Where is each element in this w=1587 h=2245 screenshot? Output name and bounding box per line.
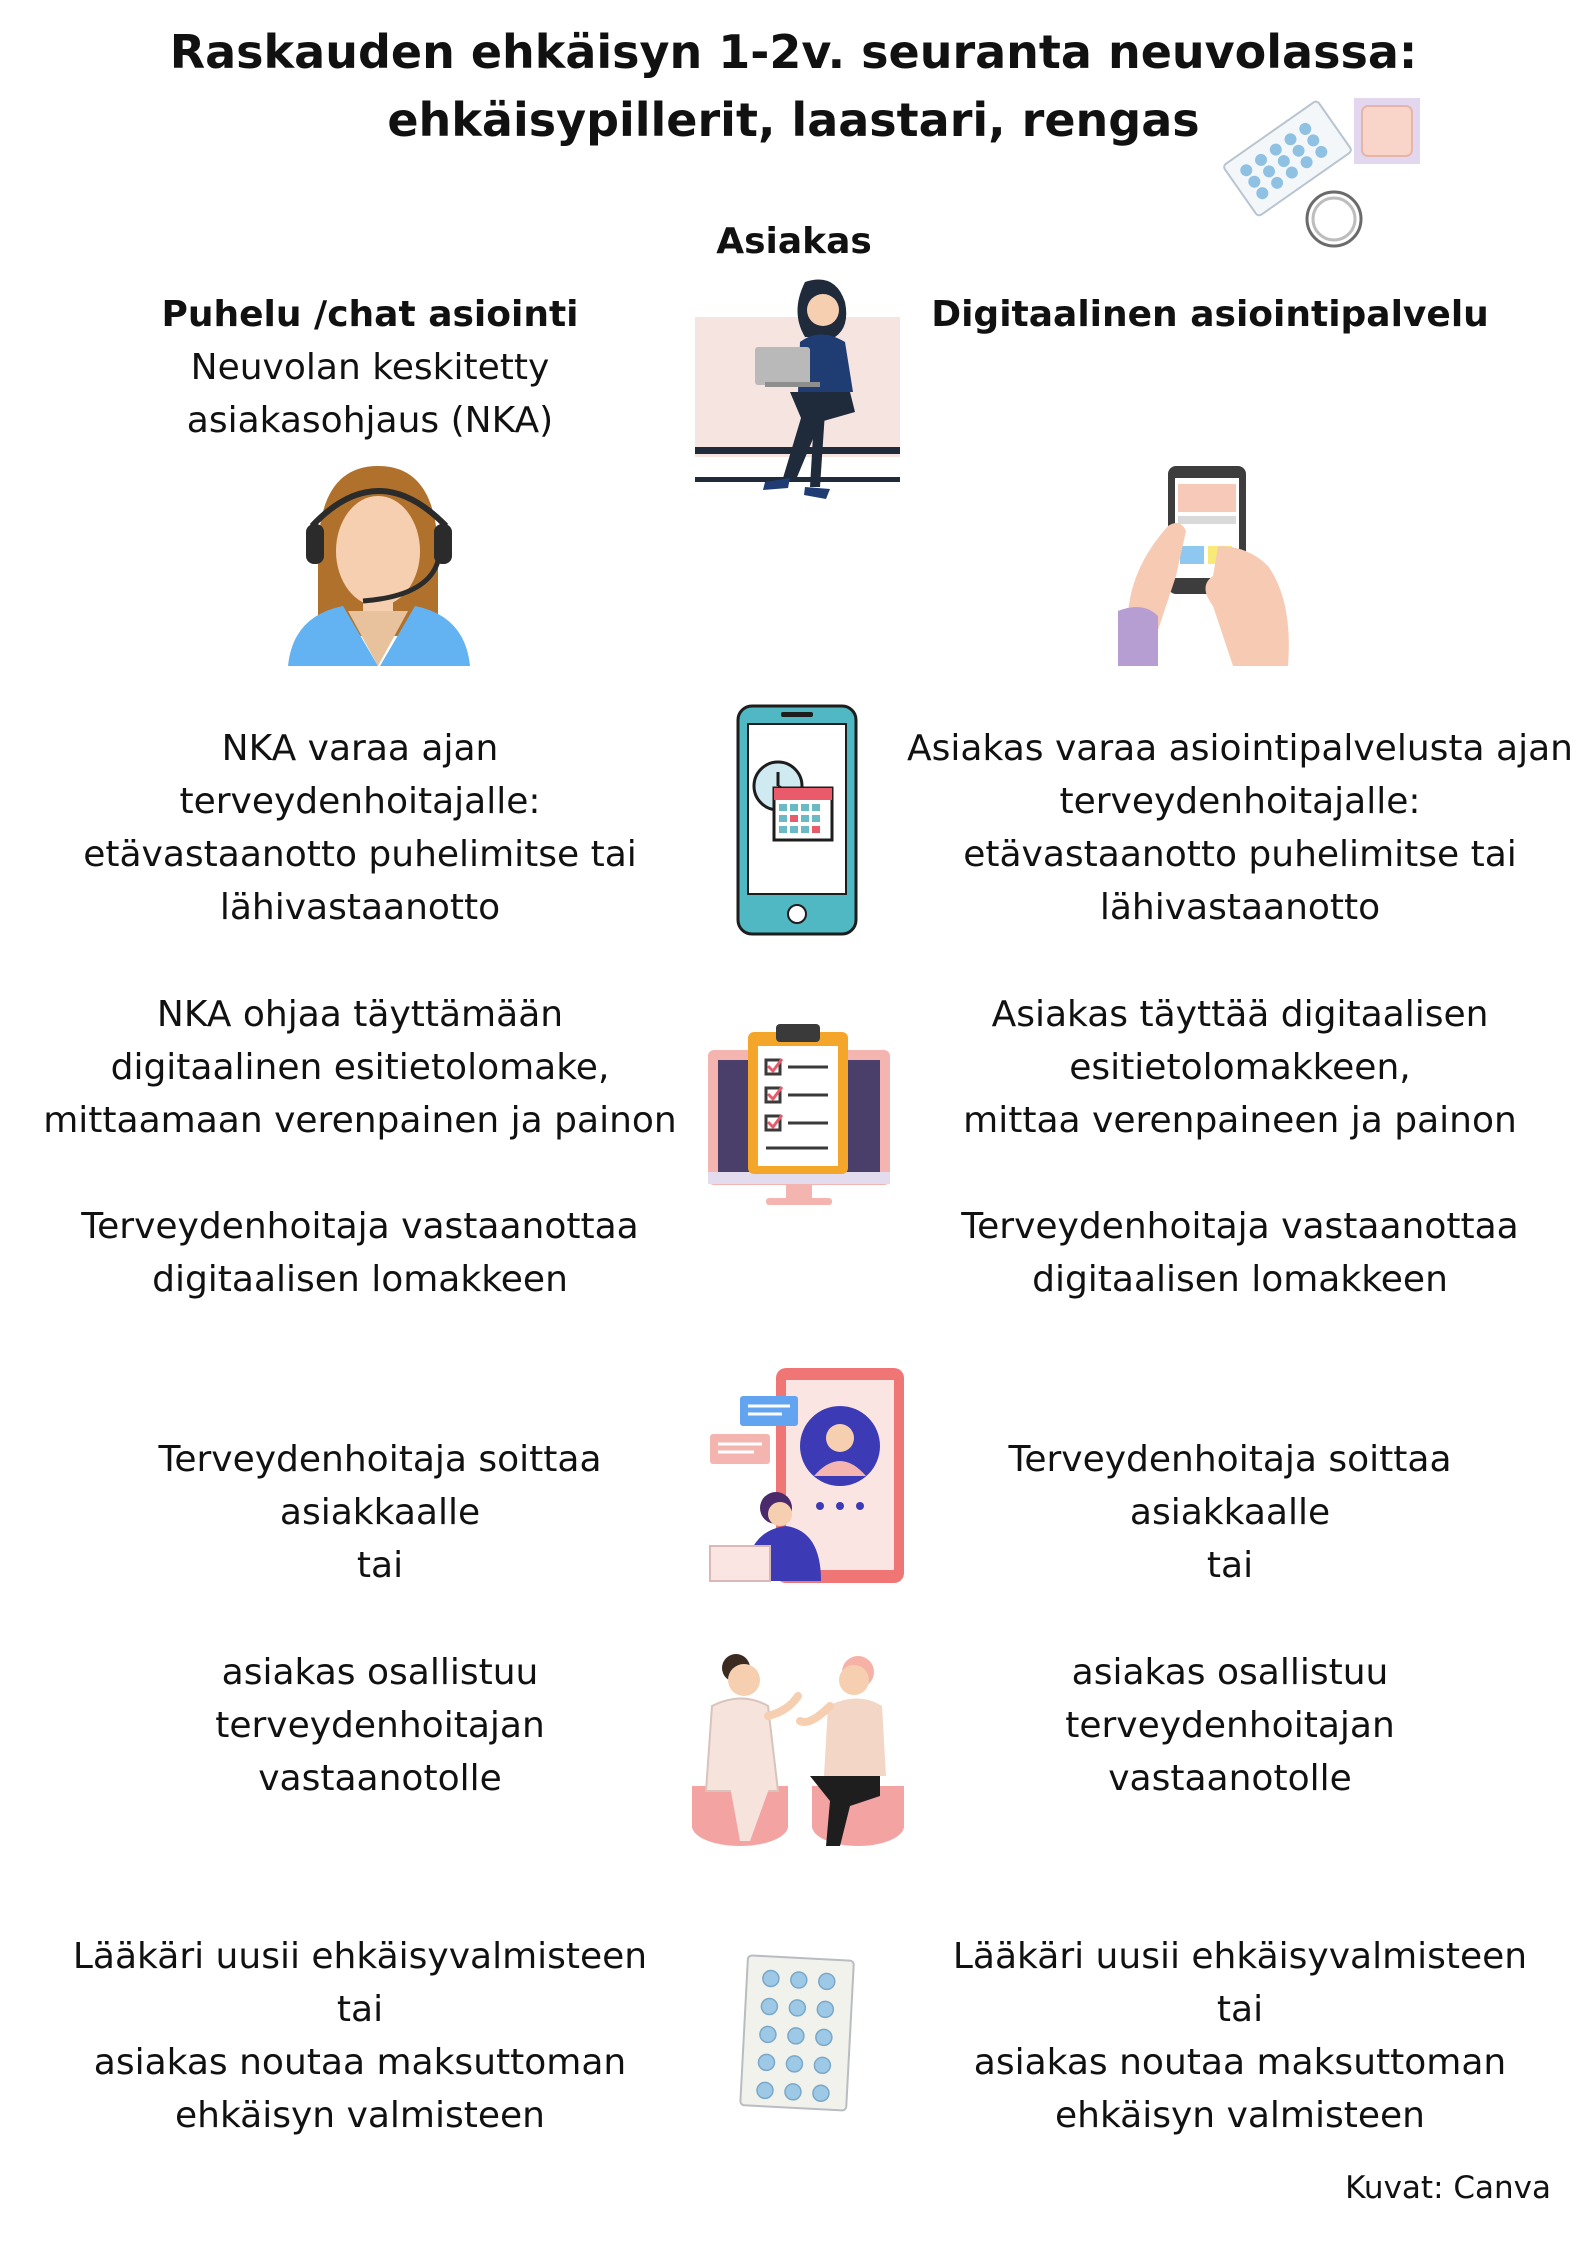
step2-left-line-1: NKA ohjaa täyttämään — [156, 994, 564, 1035]
left-header — [140, 288, 600, 447]
step1-right-line-1: Asiakas varaa asiointipalvelusta ajan — [907, 728, 1573, 769]
step2-left-line-3: mittaamaan verenpainen ja painon — [43, 1100, 677, 1141]
left-header-line-2: asiakasohjaus (NKA) — [186, 400, 554, 441]
step2-left-line-2: digitaalinen esitietolomake, — [110, 1047, 610, 1088]
nurse-patient-icon — [690, 1646, 906, 1846]
step1-right-line-2: terveydenhoitajalle: — [1059, 781, 1421, 822]
step6-right-line-2: tai — [1216, 1989, 1264, 2030]
step4-right-line-3: tai — [1206, 1545, 1254, 1586]
step1-left-line-1: NKA varaa ajan — [221, 728, 499, 769]
step1-right-line-4: lähivastaanotto — [1099, 887, 1381, 928]
step1-right-line-3: etävastaanotto puhelimitse tai — [963, 834, 1517, 875]
phone-calendar-icon — [736, 704, 858, 936]
step3-right-line-1: Terveydenhoitaja vastaanottaa — [961, 1206, 1519, 1247]
step4-right-text — [960, 1433, 1500, 1592]
pill-pack-patch-ring-icon — [1222, 95, 1427, 255]
step6-left-line-3: asiakas noutaa maksuttoman — [93, 2042, 627, 2083]
step5-left-line-3: vastaanotolle — [258, 1758, 502, 1799]
step6-right-line-4: ehkäisyn valmisteen — [1055, 2095, 1425, 2136]
step2-right-line-1: Asiakas täyttää digitaalisen — [991, 994, 1489, 1035]
step2-right-line-2: esitietolomakkeen, — [1069, 1047, 1411, 1088]
step6-right-text — [920, 1930, 1560, 2142]
headset-operator-icon — [288, 466, 470, 666]
step2-left-text — [30, 988, 690, 1147]
step5-left-line-1: asiakas osallistuu — [221, 1652, 539, 1693]
step2-right-line-3: mittaa verenpaineen ja painon — [963, 1100, 1517, 1141]
video-call-icon — [706, 1366, 906, 1586]
step1-left-line-4: lähivastaanotto — [219, 887, 501, 928]
step3-left-text — [30, 1200, 690, 1306]
phone-hands-icon — [1118, 466, 1308, 666]
step4-left-line-1: Terveydenhoitaja soittaa — [158, 1439, 602, 1480]
step5-right-text — [960, 1646, 1500, 1805]
step3-left-line-2: digitaalisen lomakkeen — [152, 1259, 568, 1300]
step3-left-line-1: Terveydenhoitaja vastaanottaa — [81, 1206, 639, 1247]
title-line-2: ehkäisypillerit, laastari, rengas — [387, 93, 1200, 147]
step3-right-text — [900, 1200, 1580, 1306]
title-line-1: Raskauden ehkäisyn 1-2v. seuranta neuvolassa: — [169, 25, 1418, 79]
step5-left-line-2: terveydenhoitajan — [215, 1705, 545, 1746]
step4-left-line-3: tai — [356, 1545, 404, 1586]
step2-right-text — [900, 988, 1580, 1147]
step6-left-text — [40, 1930, 680, 2142]
step5-right-line-1: asiakas osallistuu — [1071, 1652, 1389, 1693]
left-header-title: Puhelu /chat asiointi — [161, 294, 579, 335]
step6-left-line-1: Lääkäri uusii ehkäisyvalmisteen — [72, 1936, 648, 1977]
right-header-title: Digitaalinen asiointipalvelu — [931, 294, 1489, 335]
step1-right-text — [900, 722, 1580, 934]
step4-left-text — [110, 1433, 650, 1592]
step5-right-line-2: terveydenhoitajan — [1065, 1705, 1395, 1746]
pill-blister-icon — [738, 1952, 858, 2117]
step4-left-line-2: asiakkaalle — [279, 1492, 481, 1533]
woman-laptop-icon — [695, 272, 900, 502]
step4-right-line-2: asiakkaalle — [1129, 1492, 1331, 1533]
step1-left-line-2: terveydenhoitajalle: — [179, 781, 541, 822]
step6-right-line-1: Lääkäri uusii ehkäisyvalmisteen — [952, 1936, 1528, 1977]
step6-left-line-4: ehkäisyn valmisteen — [175, 2095, 545, 2136]
step1-left-text — [60, 722, 660, 934]
step5-right-line-3: vastaanotolle — [1108, 1758, 1352, 1799]
step6-left-line-2: tai — [336, 1989, 384, 2030]
image-credit: Kuvat: Canva — [1345, 2170, 1551, 2206]
step6-right-line-3: asiakas noutaa maksuttoman — [973, 2042, 1507, 2083]
step4-right-line-1: Terveydenhoitaja soittaa — [1008, 1439, 1452, 1480]
monitor-checklist-icon — [706, 1020, 892, 1210]
center-label-asiakas: Asiakas — [716, 221, 872, 262]
step3-right-line-2: digitaalisen lomakkeen — [1032, 1259, 1448, 1300]
step5-left-text — [110, 1646, 650, 1805]
step1-left-line-3: etävastaanotto puhelimitse tai — [83, 834, 637, 875]
left-header-line-1: Neuvolan keskitetty — [190, 347, 550, 388]
